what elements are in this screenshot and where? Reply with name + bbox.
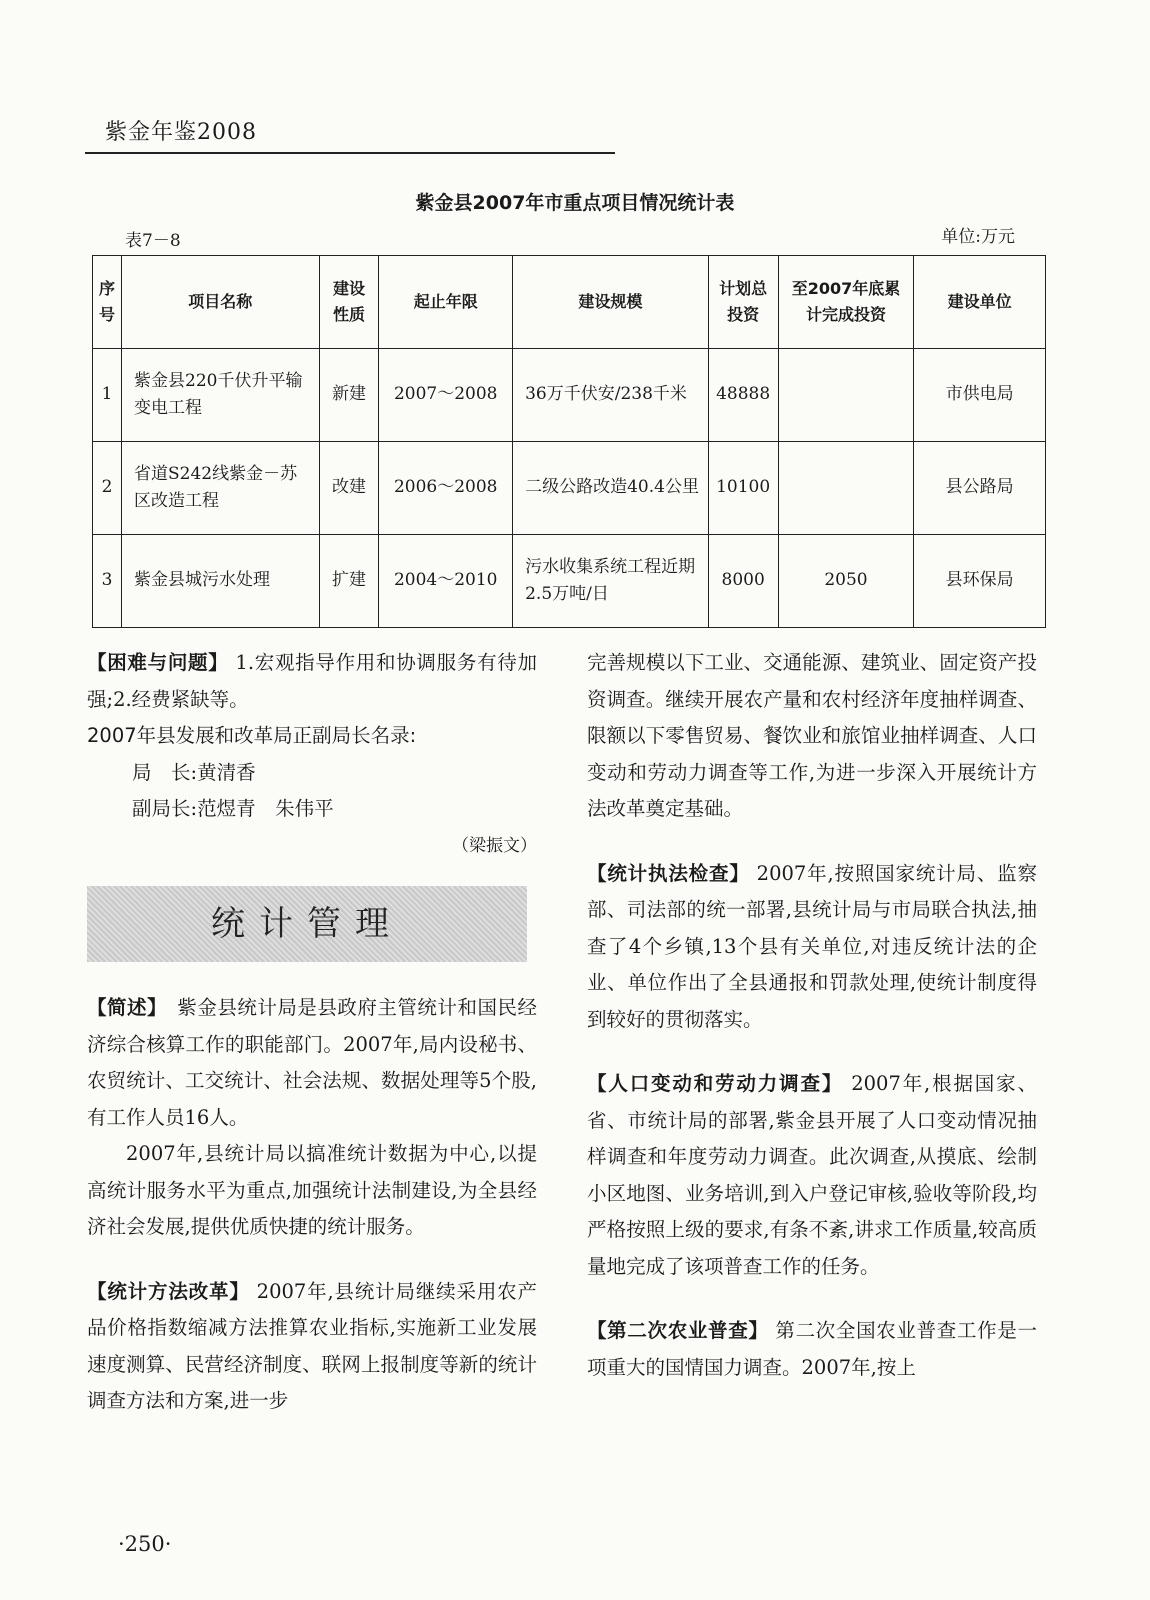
agri-census-paragraph: [587, 1313, 1037, 1386]
left-column: [87, 645, 537, 1420]
cell-unit: 市供电局: [914, 349, 1046, 442]
agri-census-text: 第二次全国农业普查工作是一项重大的国情国力调查。2007年,按上: [587, 1319, 1037, 1379]
column-header: 建设性质: [319, 256, 379, 349]
overview-paragraph-2: 2007年,县统计局以搞准统计数据为中心,以提高统计服务水平为重点,加强统计法制建设,为全县经济社会发展,提供优质快捷的统计服务。: [87, 1142, 537, 1238]
column-header: 序号: [93, 256, 122, 349]
column-header: 建设规模: [513, 256, 709, 349]
statistics-table: [92, 255, 1046, 628]
table-row: [93, 349, 1046, 442]
overview-keyword: 【简述】: [87, 996, 158, 1019]
agri-census-keyword: 【第二次农业普查】: [587, 1319, 769, 1342]
table-row: [93, 442, 1046, 535]
overview-text: 紫金县统计局是县政府主管统计和国民经济综合核算工作的职能部门。2007年,局内设秘书、农贸统计、工交统计、社会法规、数据处理等5个股,有工作人员16人。: [87, 996, 537, 1129]
cell-done: 2050: [778, 535, 914, 628]
cell-scale: 污水收集系统工程近期2.5万吨/日: [513, 535, 709, 628]
overview-paragraph: [87, 990, 537, 1136]
cell-nature: 新建: [319, 349, 379, 442]
header-rule: [85, 152, 615, 154]
population-paragraph: [587, 1066, 1037, 1285]
law-keyword: 【统计执法检查】: [587, 861, 750, 885]
reform-paragraph: [87, 1274, 537, 1420]
table-unit: 单位:万元: [941, 227, 1015, 247]
cell-scale: 36万千伏安/238千米: [513, 349, 709, 442]
problems-keyword: 【困难与问题】: [87, 651, 229, 674]
cell-plan: 8000: [708, 535, 778, 628]
problems-paragraph: [87, 645, 537, 718]
population-keyword: 【人口变动和劳动力调查】: [587, 1072, 844, 1095]
cell-scale: 二级公路改造40.4公里: [513, 442, 709, 535]
law-paragraph: [587, 856, 1037, 1039]
column-header: 至2007年底累计完成投资: [778, 256, 914, 349]
cell-nature: 改建: [319, 442, 379, 535]
roster-title: 2007年县发展和改革局正副局长名录:: [87, 724, 417, 747]
director-line: 局 长:黄清香: [132, 760, 256, 784]
column-header: 起止年限: [379, 256, 513, 349]
cell-name: 省道S242线紫金－苏区改造工程: [122, 442, 320, 535]
right-column: [587, 645, 1037, 1386]
table-number: 表7－8: [125, 231, 181, 251]
page-number: ·250·: [118, 1532, 172, 1556]
reform-continued: 完善规模以下工业、交通能源、建筑业、固定资产投资调查。继续开展农产量和农村经济年度抽样调查、限额以下零售贸易、餐饮业和旅馆业抽样调查、人口变动和劳动力调查等工作,为进一步深入开展统计方法改革奠定基础。: [587, 651, 1037, 820]
table-row: [93, 535, 1046, 628]
table-header-row: [93, 256, 1046, 349]
law-text: 2007年,按照国家统计局、监察部、司法部的统一部署,县统计局与市局联合执法,抽查了4个乡镇,13个县有关单位,对违反统计法的企业、单位作出了全县通报和罚款处理,使统计制度得到较好的贯彻落实。: [587, 861, 1037, 1031]
problems-text: 1.宏观指导作用和协调服务有待加强;2.经费紧缺等。: [87, 651, 537, 711]
paragraph-gap: [587, 1285, 1037, 1313]
cell-period: 2004～2010: [379, 535, 513, 628]
cell-period: 2007～2008: [379, 349, 513, 442]
cell-no: 3: [93, 535, 122, 628]
deputy-line: 副局长:范煜青 朱伟平: [132, 797, 334, 820]
cell-unit: 县环保局: [914, 535, 1046, 628]
paragraph-gap: [87, 1246, 537, 1274]
column-header: 建设单位: [914, 256, 1046, 349]
cell-plan: 48888: [708, 349, 778, 442]
population-text: 2007年,根据国家、省、市统计局的部署,紫金县开展了人口变动情况抽样调查和年度劳动力调查。此次调查,从摸底、绘制小区地图、业务培训,到入户登记审核,验收等阶段,均严格按照上级的要求,有条不紊,讲求工作质量,较高质量地完成了该项普查工作的任务。: [587, 1072, 1037, 1278]
section-banner: 统计管理: [87, 886, 527, 962]
reform-text: 2007年,县统计局继续采用农产品价格指数缩减方法推算农业指标,实施新工业发展速度测算、民营经济制度、联网上报制度等新的统计调查方法和方案,进一步: [87, 1279, 537, 1412]
cell-unit: 县公路局: [914, 442, 1046, 535]
author-credit: （梁振文）: [452, 835, 537, 856]
running-header: 紫金年鉴2008: [105, 120, 257, 145]
cell-no: 2: [93, 442, 122, 535]
column-header: 项目名称: [122, 256, 320, 349]
paragraph-gap: [587, 828, 1037, 856]
cell-done: [778, 442, 914, 535]
paragraph-gap: [587, 1038, 1037, 1066]
cell-no: 1: [93, 349, 122, 442]
cell-period: 2006～2008: [379, 442, 513, 535]
cell-nature: 扩建: [319, 535, 379, 628]
reform-keyword: 【统计方法改革】: [87, 1279, 250, 1303]
cell-done: [778, 349, 914, 442]
column-header: 计划总投资: [708, 256, 778, 349]
cell-name: 紫金县城污水处理: [122, 535, 320, 628]
table-title: 紫金县2007年市重点项目情况统计表: [415, 192, 735, 214]
cell-name: 紫金县220千伏升平输变电工程: [122, 349, 320, 442]
cell-plan: 10100: [708, 442, 778, 535]
